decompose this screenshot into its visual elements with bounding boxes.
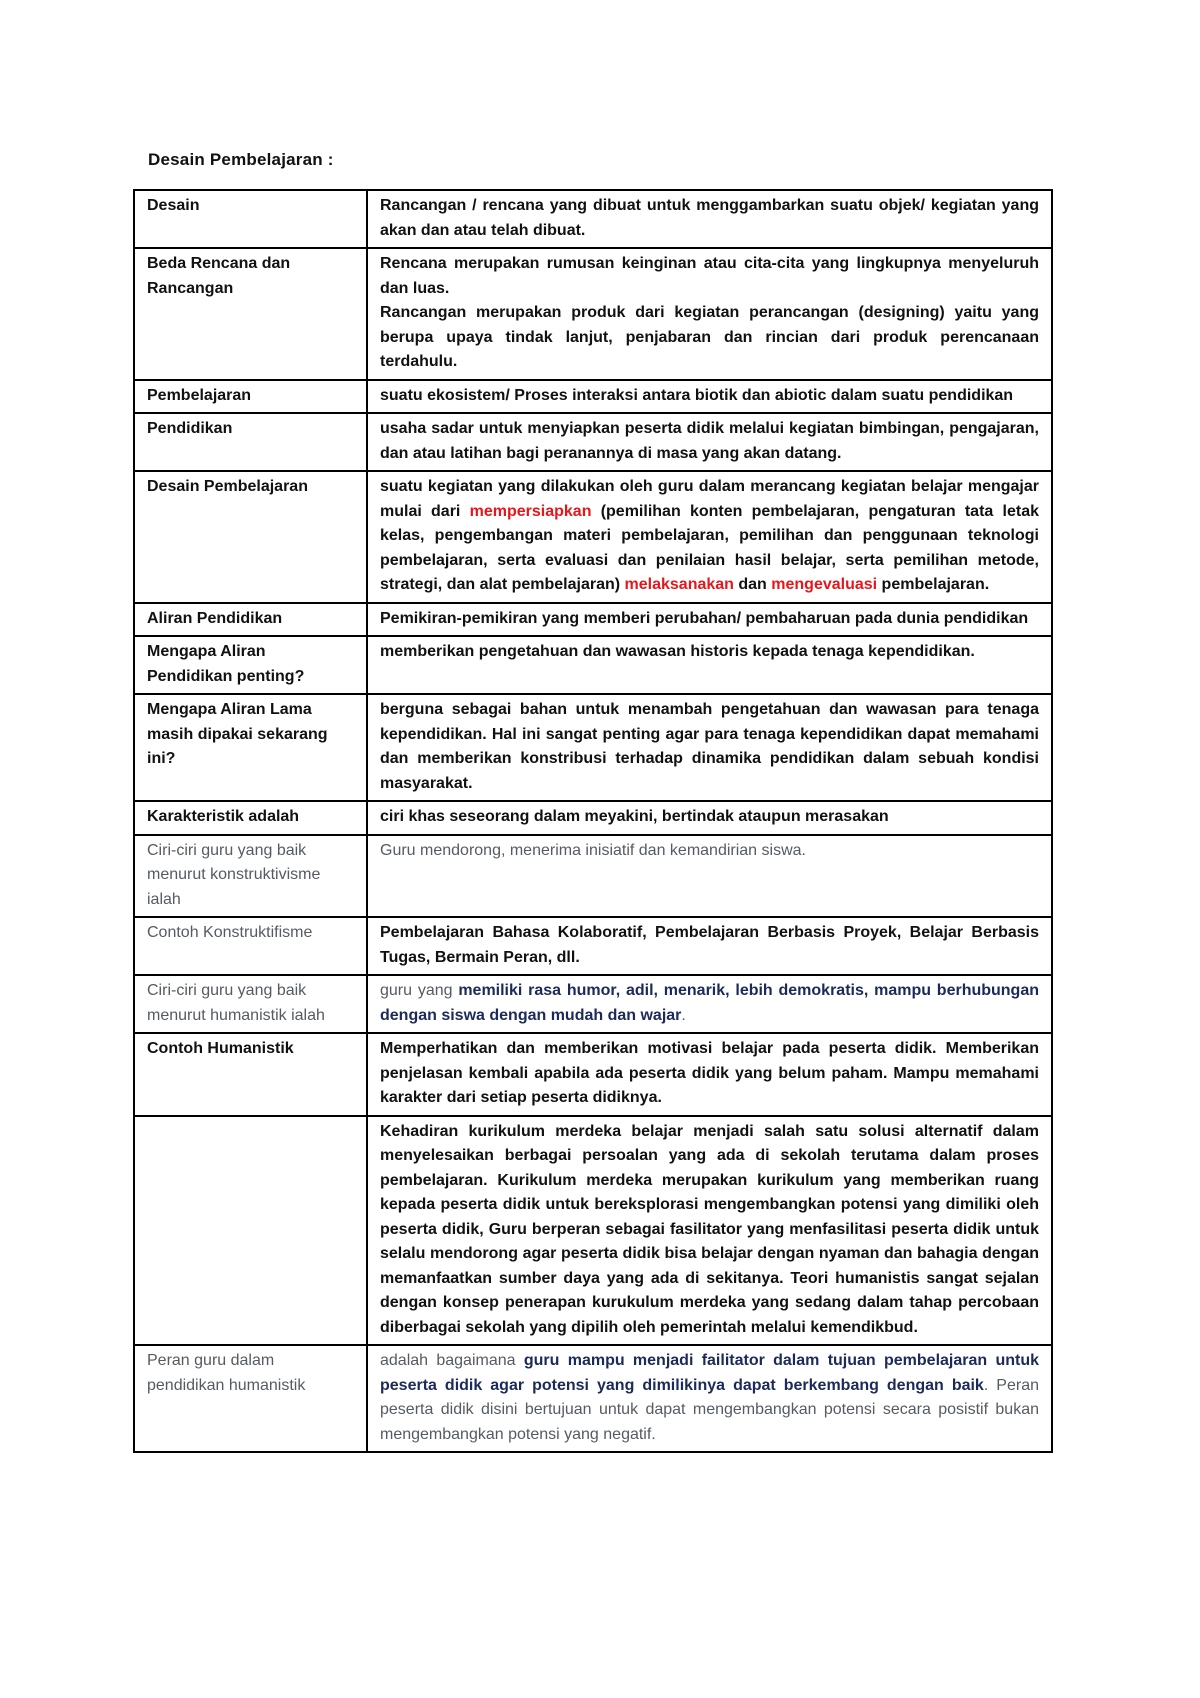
table-row bbox=[134, 248, 1052, 380]
term-cell: Desain bbox=[134, 190, 367, 248]
definition-text: dan bbox=[733, 576, 772, 593]
table-row bbox=[134, 471, 1052, 603]
highlight-text: melaksanakan bbox=[624, 576, 734, 593]
term-cell: Peran guru dalam pendidikan humanistik bbox=[134, 1345, 367, 1452]
term-cell: Mengapa Aliran Pendidikan penting? bbox=[134, 636, 367, 694]
term-cell bbox=[134, 1116, 367, 1346]
document-title: Desain Pembelajaran : bbox=[148, 150, 334, 169]
definition-text: (pemilihan konten pembelajaran, pengaturan tata letak kelas, pengembangan materi pembelajaran, pemilihan dan penggunaan teknologi pembelajaran, serta evaluasi dan penilaian hasil belajar, serta pemilihan metode, strategi, dan alat pembelajaran) bbox=[380, 502, 1040, 593]
definition-cell: ciri khas seseorang dalam meyakini, bertindak ataupun merasakan bbox=[367, 801, 1052, 835]
definition-cell: suatu ekosistem/ Proses interaksi antara biotik dan abiotic dalam suatu pendidikan bbox=[367, 380, 1052, 414]
definition-text: . bbox=[681, 1006, 686, 1024]
term-cell: Ciri-ciri guru yang baik menurut humanistik ialah bbox=[134, 975, 367, 1033]
definition-cell: usaha sadar untuk menyiapkan peserta didik melalui kegiatan bimbingan, pengajaran, dan atau latihan bagi peranannya di masa yang akan datang. bbox=[367, 413, 1052, 471]
table-row bbox=[134, 1033, 1052, 1116]
definition-cell bbox=[367, 1345, 1052, 1452]
term-cell: Aliran Pendidikan bbox=[134, 603, 367, 637]
table-row bbox=[134, 694, 1052, 801]
definition-cell: Memperhatikan dan memberikan motivasi belajar pada peserta didik. Memberikan penjelasan kembali apabila ada peserta didik yang belum paham. Mampu memahami karakter dari setiap peserta didiknya. bbox=[367, 1033, 1052, 1116]
table-row bbox=[134, 801, 1052, 835]
definition-text: suatu kegiatan yang dilakukan oleh guru dalam merancang kegiatan belajar mengajar mulai dari bbox=[380, 478, 1039, 520]
definition-text: adalah bagaimana bbox=[380, 1352, 524, 1369]
table-row bbox=[134, 413, 1052, 471]
definition-cell: Pemikiran-pemikiran yang memberi perubahan/ pembaharuan pada dunia pendidikan bbox=[367, 603, 1052, 637]
highlight-text: mempersiapkan bbox=[469, 502, 592, 520]
table-row bbox=[134, 190, 1052, 248]
table-row bbox=[134, 917, 1052, 975]
definition-cell: memberikan pengetahuan dan wawasan historis kepada tenaga kependidikan. bbox=[367, 636, 1052, 694]
definition-paragraph: Rancangan merupakan produk dari kegiatan perancangan (designing) yaitu yang berupa upaya tindak lanjut, penjabaran dan rincian dari produk perencanaan terdahulu. bbox=[380, 304, 1039, 370]
glossary-table bbox=[133, 189, 1053, 1453]
term-cell: Ciri-ciri guru yang baik menurut konstruktivisme ialah bbox=[134, 835, 367, 918]
term-cell: Pembelajaran bbox=[134, 380, 367, 414]
term-cell: Contoh Humanistik bbox=[134, 1033, 367, 1116]
term-cell: Desain Pembelajaran bbox=[134, 471, 367, 603]
definition-cell: Guru mendorong, menerima inisiatif dan kemandirian siswa. bbox=[367, 835, 1052, 918]
definition-paragraph: Rencana merupakan rumusan keinginan atau cita-cita yang lingkupnya menyeluruh dan luas. bbox=[380, 255, 1039, 297]
table-row bbox=[134, 1345, 1052, 1452]
table-row bbox=[134, 1116, 1052, 1346]
definition-cell bbox=[367, 471, 1052, 603]
term-cell: Pendidikan bbox=[134, 413, 367, 471]
table-row bbox=[134, 603, 1052, 637]
term-cell: Karakteristik adalah bbox=[134, 801, 367, 835]
table-row bbox=[134, 380, 1052, 414]
definition-cell: Pembelajaran Bahasa Kolaboratif, Pembelajaran Berbasis Proyek, Belajar Berbasis Tugas, Bermain Peran, dll. bbox=[367, 917, 1052, 975]
definition-cell bbox=[367, 975, 1052, 1033]
definition-cell: Kehadiran kurikulum merdeka belajar menjadi salah satu solusi alternatif dalam menyelesaikan berbagai persoalan yang ada di sekolah terutama dalam proses pembelajaran. Kurikulum merdeka merupakan kurikulum yang memberikan ruang kepada peserta didik untuk bereksplorasi mengembangkan potensi yang dimiliki oleh peserta didik, Guru berperan sebagai fasilitator yang menfasilitasi peserta didik untuk selalu mendorong agar peserta didik bisa belajar dengan nyaman dan bahagia dengan memanfaatkan sumber daya yang ada di sekitanya. Teori humanistis sangat sejalan dengan konsep penerapan kurukulum merdeka yang sedang dalam tahap percobaan diberbagai sekolah yang dipilih oleh pemerintah melalui kemendikbud. bbox=[367, 1116, 1052, 1346]
highlight-text: mengevaluasi bbox=[771, 576, 878, 593]
definition-cell: berguna sebagai bahan untuk menambah pengetahuan dan wawasan para tenaga kependidikan. Hal ini sangat penting agar para tenaga kependidikan dapat memahami dan memberikan konstribusi terhadap dinamika pendidikan dalam sebuah kondisi masyarakat. bbox=[367, 694, 1052, 801]
definition-text: guru yang bbox=[380, 982, 459, 999]
term-cell: Contoh Konstruktifisme bbox=[134, 917, 367, 975]
emphasis-text: guru mampu menjadi failitator dalam tujuan pembelajaran untuk peserta didik agar potensi yang dimilikinya dapat berkembang dengan baik bbox=[380, 1352, 1040, 1394]
term-cell: Mengapa Aliran Lama masih dipakai sekarang ini? bbox=[134, 694, 367, 801]
definition-text: . Peran peserta didik disini bertujuan untuk dapat mengembangkan potensi secara posistif bukan mengembangkan potensi yang negatif. bbox=[380, 1376, 1039, 1443]
term-cell: Beda Rencana dan Rancangan bbox=[134, 248, 367, 380]
definition-cell bbox=[367, 248, 1052, 380]
table-row bbox=[134, 636, 1052, 694]
table-row bbox=[134, 835, 1052, 918]
definition-text: pembelajaran. bbox=[877, 576, 990, 593]
definition-cell: Rancangan / rencana yang dibuat untuk menggambarkan suatu objek/ kegiatan yang akan dan atau telah dibuat. bbox=[367, 190, 1052, 248]
emphasis-text: memiliki rasa humor, adil, menarik, lebih demokratis, mampu berhubungan dengan siswa dengan mudah dan wajar bbox=[380, 982, 1040, 1024]
table-row bbox=[134, 975, 1052, 1033]
